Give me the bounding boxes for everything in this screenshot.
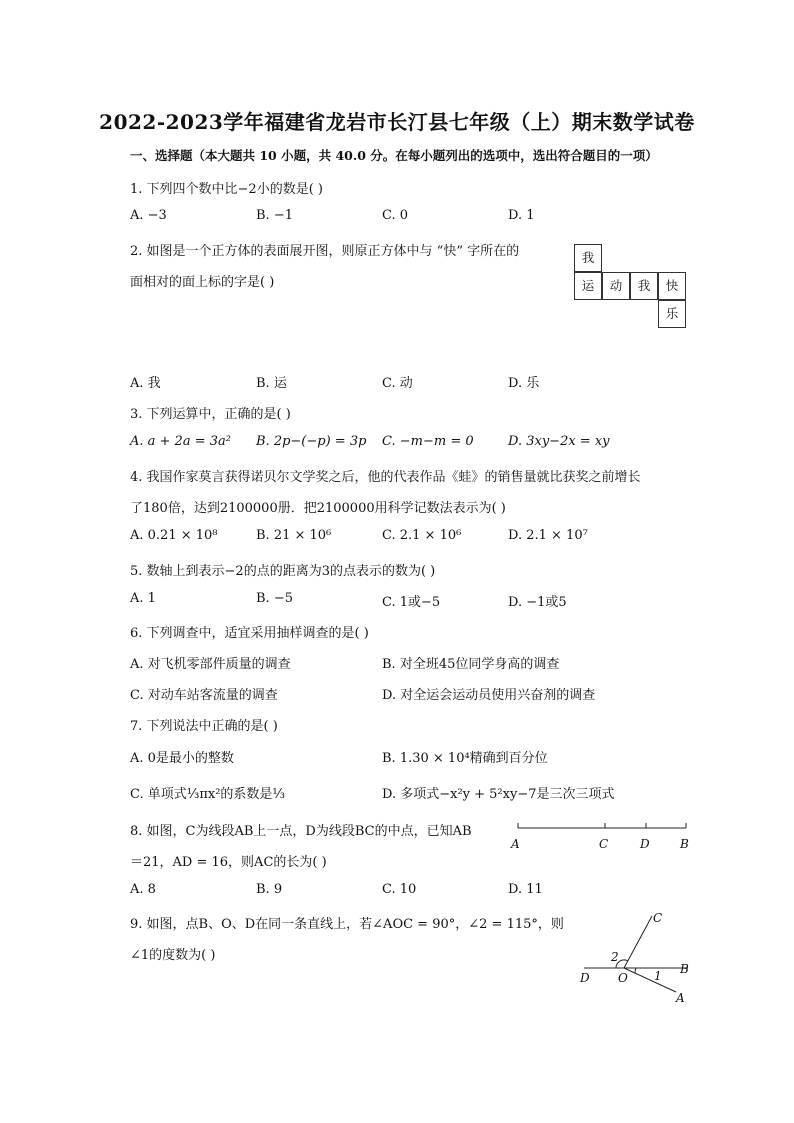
- q2-option-a[interactable]: A. 我: [130, 376, 161, 391]
- q1-option-a[interactable]: A. −3: [130, 208, 167, 223]
- question-9-line2: ∠1的度数为( ): [130, 948, 216, 963]
- q8-option-b[interactable]: B. 9: [256, 882, 283, 897]
- q7-option-a[interactable]: A. 0是最小的整数: [130, 751, 234, 766]
- q3-option-b[interactable]: B. 2p−(−p) = 3p: [256, 434, 367, 449]
- question-1: 1. 下列四个数中比−2小的数是( ): [130, 182, 323, 197]
- page-title: 2022-2023学年福建省龙岩市长汀县七年级（上）期末数学试卷: [99, 110, 695, 134]
- q4-option-a[interactable]: A. 0.21 × 10⁸: [130, 528, 218, 543]
- segment-diagram: [508, 816, 698, 856]
- question-4-line1: 4. 我国作家莫言获得诺贝尔文学奖之后，他的代表作品《蛙》的销售量就比获奖之前增长: [130, 470, 641, 485]
- label-o: O: [618, 971, 628, 985]
- question-2-line1: 2. 如图是一个正方体的表面展开图，则原正方体中与 “快” 字所在的: [130, 244, 520, 259]
- q4-option-d[interactable]: D. 2.1 × 10⁷: [508, 528, 588, 543]
- q4-option-b[interactable]: B. 21 × 10⁶: [256, 528, 332, 543]
- q5-option-a[interactable]: A. 1: [130, 591, 156, 606]
- label-c: C: [653, 911, 663, 925]
- question-4-line2: 了180倍，达到2100000册．把2100000用科学记数法表示为( ): [130, 501, 506, 516]
- section-heading: 一、选择题（本大题共 10 小题，共 40.0 分。在每小题列出的选项中，选出符合题目的一项）: [130, 148, 658, 163]
- q3-option-a[interactable]: A. a + 2a = 3a²: [130, 434, 231, 449]
- q6-option-b[interactable]: B. 对全班45位同学身高的调查: [382, 657, 560, 672]
- q7-option-b[interactable]: B. 1.30 × 10⁴精确到百分位: [382, 751, 548, 766]
- q3-option-d[interactable]: D. 3xy−2x = xy: [508, 434, 610, 449]
- q8-option-c[interactable]: C. 10: [382, 882, 417, 897]
- q7-option-c[interactable]: C. 单项式⅓πx²的系数是⅓: [130, 787, 286, 802]
- question-2-line2: 面相对的面上标的字是( ): [130, 275, 275, 290]
- label-1: 1: [654, 969, 662, 983]
- question-5: 5. 数轴上到表示−2的点的距离为3的点表示的数为( ): [130, 564, 436, 579]
- angle-diagram: [576, 910, 706, 1010]
- cube-cell: 动: [602, 272, 630, 300]
- q5-option-c[interactable]: C. 1或−5: [382, 595, 441, 610]
- q1-option-d[interactable]: D. 1: [508, 208, 535, 223]
- label-c: C: [599, 837, 609, 851]
- question-8-line1: 8. 如图，C为线段AB上一点，D为线段BC的中点，已知AB: [130, 824, 472, 839]
- q4-option-c[interactable]: C. 2.1 × 10⁶: [382, 528, 462, 543]
- label-d: D: [580, 971, 590, 985]
- q2-option-d[interactable]: D. 乐: [508, 376, 540, 391]
- q5-option-d[interactable]: D. −1或5: [508, 595, 567, 610]
- question-8-line2: ＝21，AD = 16，则AC的长为( ): [130, 855, 327, 870]
- q6-option-d[interactable]: D. 对全运会运动员使用兴奋剂的调查: [382, 688, 596, 703]
- question-7: 7. 下列说法中正确的是( ): [130, 719, 278, 734]
- q1-option-c[interactable]: C. 0: [382, 208, 409, 223]
- q5-option-b[interactable]: B. −5: [256, 591, 293, 606]
- q3-option-c[interactable]: C. −m−m = 0: [382, 434, 474, 449]
- cube-cell: 乐: [658, 300, 686, 328]
- label-a: A: [511, 837, 520, 851]
- label-b: B: [680, 962, 689, 976]
- cube-cell: 运: [574, 272, 602, 300]
- q2-option-c[interactable]: C. 动: [382, 376, 413, 391]
- q7-option-d[interactable]: D. 多项式−x²y + 5²xy−7是三次三项式: [382, 787, 615, 802]
- label-a: A: [676, 991, 685, 1005]
- q8-option-d[interactable]: D. 11: [508, 882, 543, 897]
- cube-cell: 我: [574, 244, 602, 272]
- question-9-line1: 9. 如图，点B、O、D在同一条直线上，若∠AOC = 90°，∠2 = 115°，则: [130, 917, 564, 932]
- q8-option-a[interactable]: A. 8: [130, 882, 156, 897]
- q6-option-c[interactable]: C. 对动车站客流量的调查: [130, 688, 278, 703]
- q2-option-b[interactable]: B. 运: [256, 376, 287, 391]
- q6-option-a[interactable]: A. 对飞机零部件质量的调查: [130, 657, 291, 672]
- label-b: B: [680, 837, 689, 851]
- cube-cell: 快: [658, 272, 686, 300]
- label-d: D: [640, 837, 650, 851]
- question-6: 6. 下列调查中，适宜采用抽样调查的是( ): [130, 626, 369, 641]
- cube-cell: 我: [630, 272, 658, 300]
- q1-option-b[interactable]: B. −1: [256, 208, 293, 223]
- label-2: 2: [611, 950, 619, 964]
- question-3: 3. 下列运算中，正确的是( ): [130, 407, 291, 422]
